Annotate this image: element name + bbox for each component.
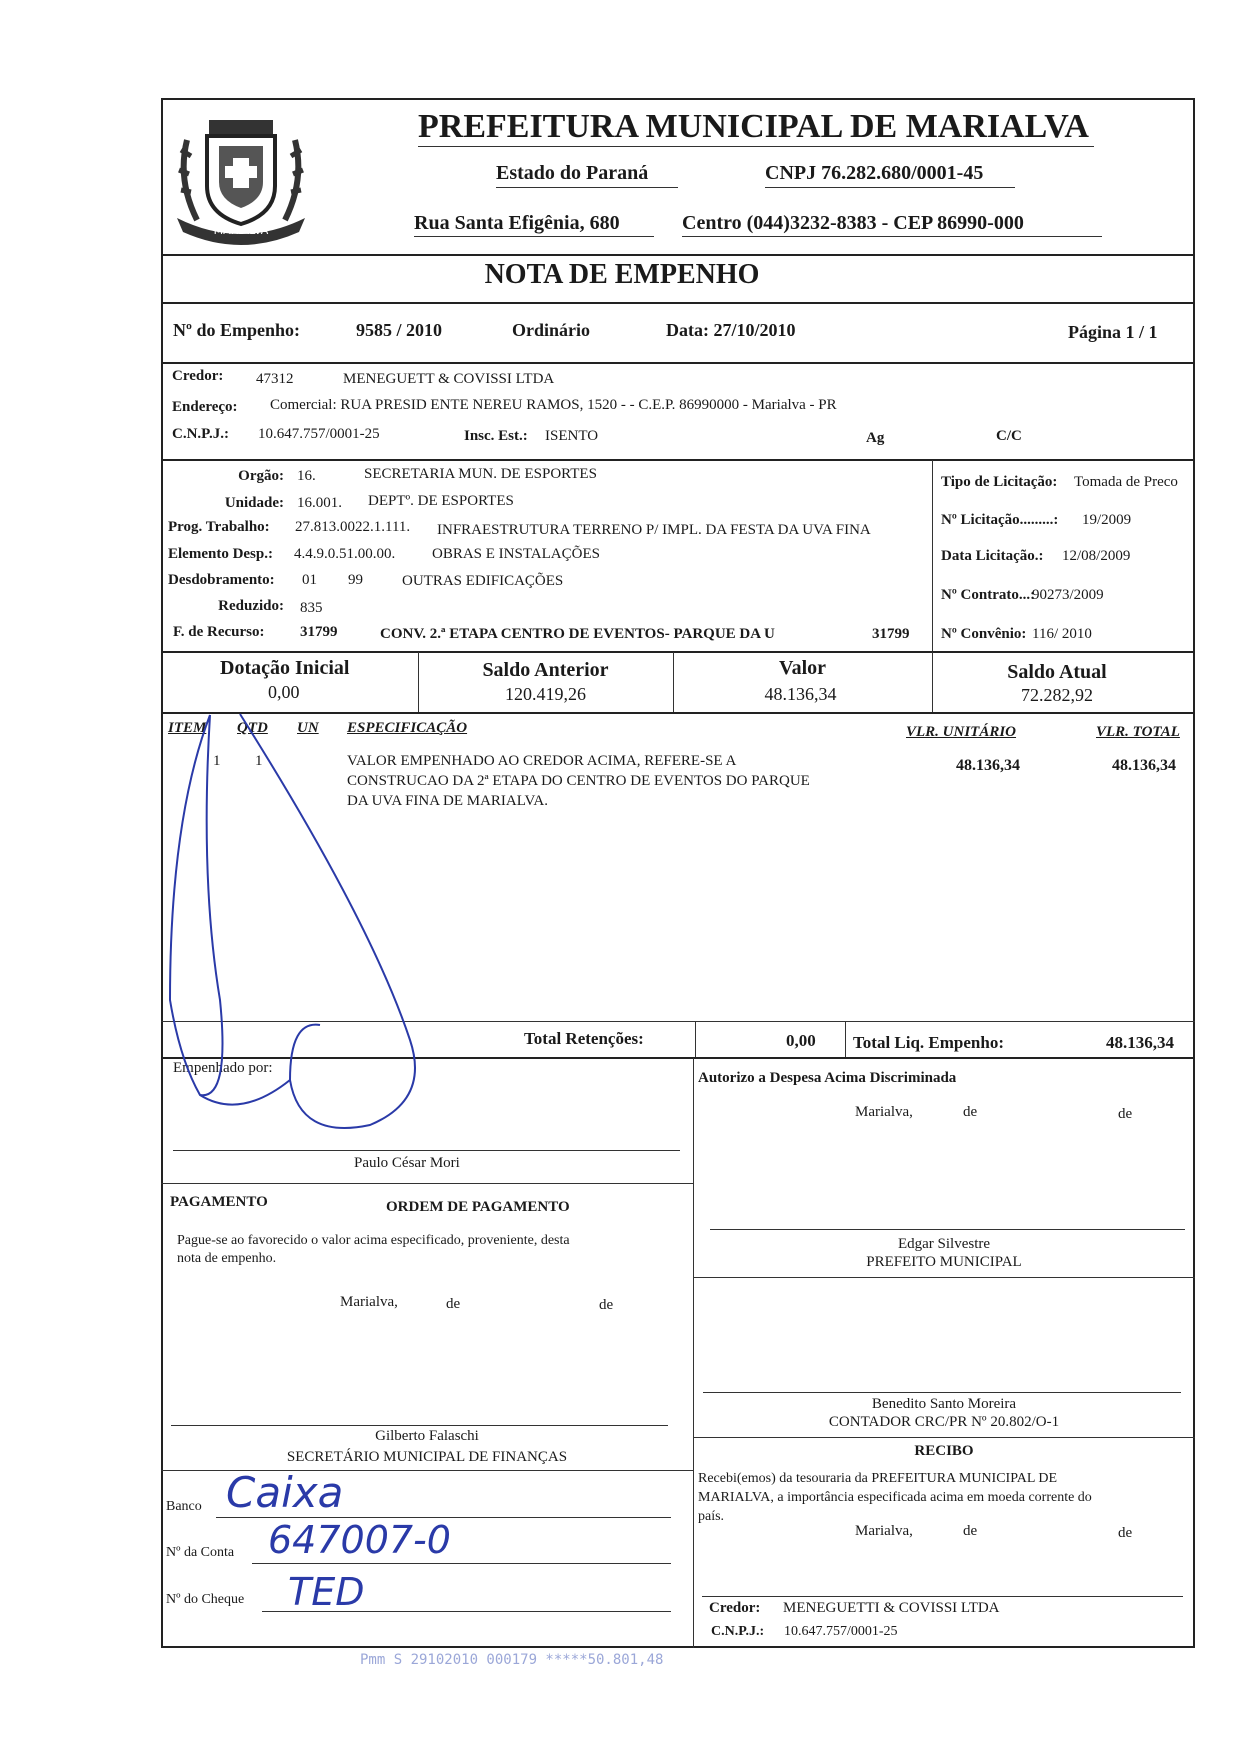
row-item: 1 — [213, 753, 221, 769]
valor-label: Valor — [778, 657, 827, 679]
recurso-code: 31799 — [300, 624, 338, 640]
secretario-nome: Gilberto Falaschi — [375, 1428, 479, 1444]
recurso-code2: 31799 — [872, 626, 910, 642]
header-title: PREFEITURA MUNICIPAL DE MARIALVA — [418, 108, 1089, 145]
bank-stamp: Pmm S 29102010 000179 *****50.801,48 — [360, 1652, 664, 1668]
empenho-number: 9585 / 2010 — [356, 320, 443, 340]
recibo-credor-label: Credor: — [709, 1600, 761, 1616]
saldo-atual-value: 72.282,92 — [1021, 685, 1093, 705]
valor-value: 48.136,34 — [764, 684, 837, 704]
pagamento-de1: de — [446, 1296, 461, 1312]
dotacao-inicial-label: Dotação Inicial — [220, 657, 350, 679]
prefeito-nome: Edgar Silvestre — [897, 1236, 991, 1252]
endereco-label: Endereço: — [172, 399, 238, 415]
contador-cargo: CONTADOR CRC/PR Nº 20.802/O-1 — [828, 1414, 1060, 1430]
orgao-label: Orgão: — [238, 468, 284, 484]
unidade-code: 16.001. — [297, 495, 342, 511]
recibo-credor: MENEGUETTI & COVISSI LTDA — [783, 1600, 1000, 1616]
row-desc-2: CONSTRUCAO DA 2ª ETAPA DO CENTRO DE EVENTOS DO PARQUE — [347, 773, 810, 789]
insc-value: ISENTO — [545, 428, 599, 444]
licitacao-tipo: Tomada de Preco — [1074, 474, 1178, 490]
cheque-value: TED — [288, 1570, 365, 1614]
col-item: ITEM — [168, 720, 207, 736]
pagamento-texto-2: nota de empenho. — [177, 1251, 277, 1266]
saldo-atual-label: Saldo Atual — [1007, 661, 1107, 683]
recibo-local: Marialva, — [855, 1523, 913, 1539]
recibo-texto-1: Recebi(emos) da tesouraria da PREFEITURA MUNICIPAL DE — [698, 1471, 1058, 1486]
empenhado-por-label: Empenhado por: — [173, 1060, 273, 1076]
header-state: Estado do Paraná — [496, 162, 649, 184]
crest-banner-text: MARIALVA — [213, 224, 269, 237]
credor-cnpj-label: C.N.P.J.: — [172, 426, 229, 442]
recibo-label: RECIBO — [914, 1443, 974, 1459]
contrato-value: 90273/2009 — [1032, 587, 1104, 603]
elem-label: Elemento Desp.: — [168, 546, 273, 562]
licitacao-data-label: Data Licitação.: — [941, 548, 1044, 564]
pagamento-label: PAGAMENTO — [170, 1194, 268, 1210]
total-liq-value: 48.136,34 — [1106, 1033, 1174, 1052]
total-retencoes-value: 0,00 — [786, 1031, 816, 1050]
header-address: Centro (044)3232-8383 - CEP 86990-000 — [682, 212, 1024, 234]
saldo-anterior-label: Saldo Anterior — [482, 659, 609, 681]
desd-label: Desdobramento: — [168, 572, 275, 588]
cc-label: C/C — [996, 428, 1022, 444]
desd-code2: 99 — [348, 572, 363, 588]
autorizo-de1: de — [963, 1104, 978, 1120]
credor-name: MENEGUETT & COVISSI LTDA — [343, 371, 555, 387]
ordem-pagamento-label: ORDEM DE PAGAMENTO — [386, 1199, 570, 1215]
elem-code: 4.4.9.0.51.00.00. — [294, 546, 396, 562]
unidade-value: DEPTº. DE ESPORTES — [368, 493, 514, 509]
header-cnpj: CNPJ 76.282.680/0001-45 — [765, 162, 984, 184]
contador-nome: Benedito Santo Moreira — [871, 1396, 1017, 1412]
prog-value: INFRAESTRUTURA TERRENO P/ IMPL. DA FESTA DA UVA FINA — [437, 522, 871, 538]
page-number: Página 1 / 1 — [1068, 322, 1158, 342]
elem-value: OBRAS E INSTALAÇÕES — [432, 546, 600, 562]
convenio-label: Nº Convênio: — [941, 626, 1027, 642]
total-retencoes-label: Total Retenções: — [524, 1029, 644, 1048]
saldo-anterior-value: 120.419,26 — [505, 684, 586, 704]
licitacao-num-label: Nº Licitação.........: — [941, 512, 1059, 528]
orgao-code: 16. — [297, 468, 316, 484]
insc-label: Insc. Est.: — [464, 428, 528, 444]
ag-label: Ag — [866, 430, 885, 446]
secretario-cargo: SECRETÁRIO MUNICIPAL DE FINANÇAS — [286, 1449, 568, 1465]
recibo-texto-3: país. — [698, 1509, 725, 1524]
recurso-value: CONV. 2.ª ETAPA CENTRO DE EVENTOS- PARQUE DA U — [380, 626, 775, 642]
unidade-label: Unidade: — [224, 495, 284, 511]
recurso-label: F. de Recurso: — [173, 624, 265, 640]
doc-title: NOTA DE EMPENHO — [484, 259, 760, 290]
reduzido-label: Reduzido: — [218, 598, 284, 614]
col-vlr-total: VLR. TOTAL — [1096, 724, 1180, 740]
pagamento-local: Marialva, — [340, 1294, 398, 1310]
col-qtd: QTD — [237, 720, 268, 736]
row-vlr-unitario: 48.136,34 — [956, 757, 1020, 774]
recibo-cnpj: 10.647.757/0001-25 — [784, 1624, 898, 1639]
conta-value: 647007-0 — [268, 1518, 451, 1562]
pagamento-de2: de — [599, 1297, 614, 1313]
desd-code1: 01 — [302, 572, 317, 588]
cheque-label: Nº do Cheque — [166, 1592, 245, 1607]
col-especificacao: ESPECIFICAÇÃO — [347, 720, 468, 736]
licitacao-num: 19/2009 — [1082, 512, 1132, 528]
prefeito-cargo: PREFEITO MUNICIPAL — [866, 1254, 1022, 1270]
empenho-date: Data: 27/10/2010 — [666, 320, 796, 340]
recibo-cnpj-label: C.N.P.J.: — [711, 1624, 765, 1639]
contrato-label: Nº Contrato...: — [941, 587, 1036, 603]
licitacao-data: 12/08/2009 — [1062, 548, 1131, 564]
prog-code: 27.813.0022.1.111. — [295, 519, 411, 535]
conta-label: Nº da Conta — [166, 1545, 235, 1560]
banco-value: Caixa — [226, 1468, 344, 1517]
prog-label: Prog. Trabalho: — [168, 519, 270, 535]
row-vlr-total: 48.136,34 — [1112, 757, 1176, 774]
autorizo-local: Marialva, — [855, 1104, 913, 1120]
empenho-type: Ordinário — [512, 320, 591, 340]
empenho-number-label: Nº do Empenho: — [173, 320, 300, 340]
dotacao-inicial-value: 0,00 — [268, 682, 300, 702]
convenio-value: 116/ 2010 — [1032, 626, 1092, 642]
empenhado-por-nome: Paulo César Mori — [354, 1155, 460, 1171]
header-street: Rua Santa Efigênia, 680 — [414, 212, 620, 234]
credor-code: 47312 — [256, 371, 294, 387]
recibo-de1: de — [963, 1523, 978, 1539]
licitacao-tipo-label: Tipo de Licitação: — [941, 474, 1058, 490]
col-un: UN — [297, 720, 319, 736]
row-qtd: 1 — [255, 753, 263, 769]
row-desc-1: VALOR EMPENHADO AO CREDOR ACIMA, REFERE-SE A — [347, 753, 737, 769]
credor-label: Credor: — [172, 368, 224, 384]
autorizo-label: Autorizo a Despesa Acima Discriminada — [698, 1070, 957, 1086]
autorizo-de2: de — [1118, 1106, 1133, 1122]
reduzido-value: 835 — [300, 600, 323, 616]
recibo-texto-2: MARIALVA, a importância especificada acima em moeda corrente do — [698, 1490, 1092, 1505]
row-desc-3: DA UVA FINA DE MARIALVA. — [347, 793, 549, 809]
desd-value: OUTRAS EDIFICAÇÕES — [402, 573, 564, 589]
orgao-value: SECRETARIA MUN. DE ESPORTES — [364, 466, 597, 482]
total-liq-label: Total Liq. Empenho: — [853, 1033, 1004, 1052]
credor-cnpj: 10.647.757/0001-25 — [258, 426, 380, 442]
banco-label: Banco — [166, 1499, 202, 1514]
endereco-value: Comercial: RUA PRESID ENTE NEREU RAMOS, 1520 - - C.E.P. 86990000 - Marialva - PR — [270, 397, 837, 413]
pagamento-texto-1: Pague-se ao favorecido o valor acima especificado, proveniente, desta — [177, 1233, 570, 1248]
col-vlr-unitario: VLR. UNITÁRIO — [906, 724, 1017, 740]
recibo-de2: de — [1118, 1525, 1133, 1541]
